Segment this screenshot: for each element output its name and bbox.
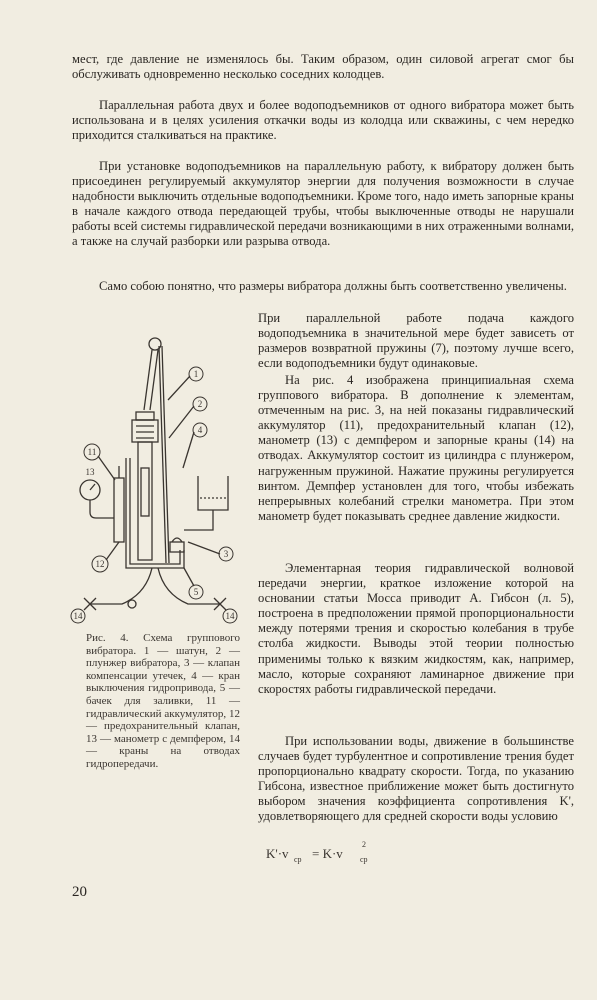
formula-sub-2: ср: [360, 855, 368, 864]
label-14-left: 14: [73, 611, 83, 621]
paragraph-7: Элементарная теория гидравлической волновой передачи энергии, краткое изложение которой на основании статьи Мосса приводит А. Гибсон (л. 5), построена в предположении прямой пропорциональности между потерями трения и скоростью колебания в трубе столба жидкости. Выводы этой теории полностью применимы только к вязким жидкостям, как, например, масло, которые сохраняют ламинарное движение при скоростях работы гидравлической передачи.: [258, 561, 574, 696]
label-4: 4: [197, 425, 203, 435]
vibrator-schematic: [70, 328, 240, 628]
formula-sup: 2: [362, 840, 366, 849]
label-5: 5: [193, 587, 199, 597]
label-13: 13: [85, 467, 95, 477]
paragraph-8: При использовании воды, движение в большинстве случаев будет турбулентное и сопротивление трения будет пропорционально квадрату скорости. Тогда, по указанию Гибсона, известное приближение может быть достигнуто выбором значения коэффициента сопротивления K', удовлетворяющего для средней скорости воды условию: [258, 734, 574, 824]
formula-right: = K·v: [312, 846, 343, 861]
paragraph-6: На рис. 4 изображена принципиальная схема группового вибратора. В дополнение к элементам, отмеченным на рис. 3, на ней показаны гидравлический аккумулятор (11), предохранительный клапан (12), манометр (13) с демпфером и запорные краны (14) на отводах. Аккумулятор состоит из цилиндра с плунжером, нагруженным пружиной. Нажатие пружины регулируется винтом. Демпфер установлен для того, чтобы избежать непрерывных колебаний стрелки манометра. При этом манометр будет показывать среднее давление жидкости.: [258, 373, 574, 523]
label-3: 3: [223, 549, 229, 559]
paragraph-4: Само собою понятно, что размеры вибратора должны быть соответственно увеличены.: [99, 279, 567, 293]
figure-4-group-vibrator-diagram: [70, 328, 240, 628]
label-12: 12: [95, 559, 105, 569]
paragraph-5: При параллельной работе подача каждого водоподъемника в значительной мере будет зависеть от размеров возвратной пружины (7), поэтому лучше всего, если водоподъемники будут одинаковые.: [258, 311, 574, 371]
page-number: 20: [72, 884, 87, 900]
label-2: 2: [197, 399, 203, 409]
paragraph-2: Параллельная работа двух и более водоподъемников от одного вибратора может быть использована и в целях усиления откачки воды из колодца или скважины, с чем нередко приходится сталкиваться на практике.: [72, 98, 574, 143]
paragraph-3: При установке водоподъемников на параллельную работу, к вибратору должен быть присоединен регулируемый аккумулятор энергии для получения возможности в случае надобности выключить отдельные водоподъемники. Кроме того, надо иметь запорные краны в начале каждого отвода передающей трубы, чтобы выключенные отводы не нарушали работы всей системы гидравлической передачи возникающими в них отраженными волнами, а также на случай разборки или разрыва отвода.: [72, 159, 574, 249]
label-11: 11: [87, 447, 97, 457]
label-14-right: 14: [225, 611, 235, 621]
label-1: 1: [193, 369, 199, 379]
paragraph-1: мест, где давление не изменялось бы. Таким образом, один силовой агрегат смог бы обслуживать одновременно несколько соседних колодцев.: [72, 52, 574, 82]
formula-sub-1: ср: [294, 855, 302, 864]
formula-left: K'·v: [266, 846, 289, 861]
formula: [266, 842, 406, 864]
figure-caption: Рис. 4. Схема группового вибратора. 1 — шатун, 2 — плунжер вибратора, 3 — клапан компенсации утечек, 4 — кран выключения гидропривода, 5 — бачек для заливки, 11 — гидравлический аккумулятор, 12 — предохранительный клапан, 13 — манометр с демпфером, 14 — краны на отводах гидропередачи.: [86, 632, 240, 770]
